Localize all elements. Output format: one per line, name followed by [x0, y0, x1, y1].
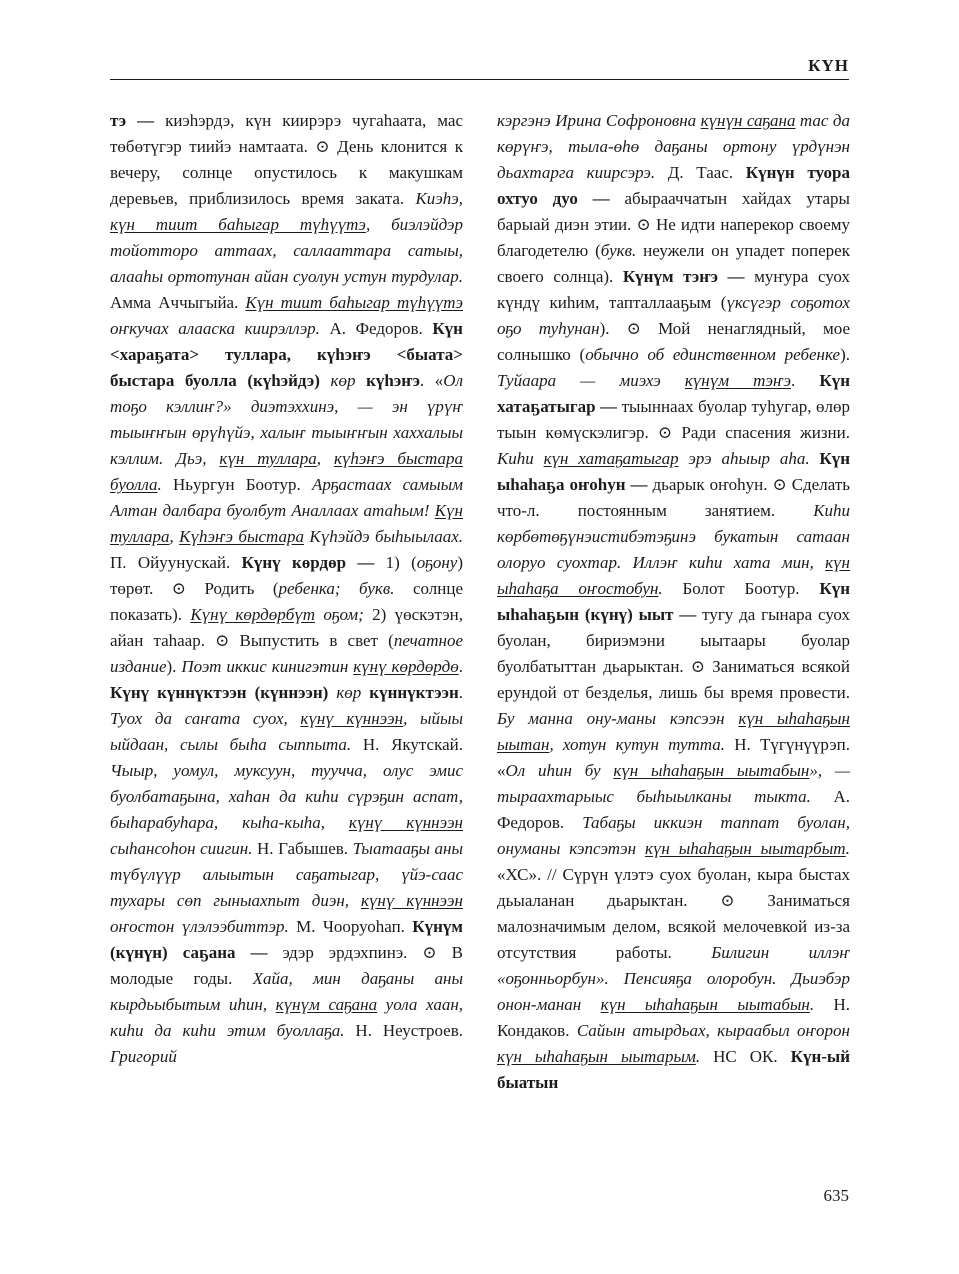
text-run: ребенка; букв.	[278, 579, 395, 598]
text-run: күн ыһаһаҕын ыытабын	[600, 995, 810, 1014]
text-run: М. Чооруоһап.	[288, 917, 413, 936]
text-run: Сайын атырдьах, кыраабыл оҥорон	[576, 1021, 850, 1040]
text-run: киэһэрдэ, күн киирэрэ чугаһаата, мас төбөтүгэр тиийэ намтаата. ⊙ День клонится к вечеру, солнце опустилось к макушкам деревьев, приблизилось время заката.	[110, 111, 463, 208]
text-run: .	[658, 579, 663, 598]
text-run: кэргэнэ Ирина Софроновна	[497, 111, 701, 130]
text-run: А. Федоров.	[497, 787, 850, 832]
text-run: А. Федоров.	[319, 319, 433, 338]
header-rule	[110, 79, 849, 80]
text-run: Күнү көрдөр —	[241, 553, 375, 572]
text-run: , хотун кутун тутта.	[549, 735, 726, 754]
text-run: ,	[316, 449, 334, 468]
text-run: ). ⊙ Мой ненаглядный, мое солнышко (	[497, 319, 850, 364]
text-run: Ол тоҕо кэллиҥ?» диэтэххинэ, — эн үрүҥ тыыҥҥын өрүһүйэ, халыҥ тыыҥҥын хаххалыы кэллим. Дьэ,	[110, 371, 463, 468]
text-run: көр	[319, 371, 367, 390]
running-head: КҮН	[808, 56, 849, 75]
text-run: Күһэҥэ быстара	[179, 527, 305, 546]
text-run: күн тиит баһыгар түһүүтэ	[110, 215, 366, 234]
text-run: уола хаан, киһи да киһи этим буоллаҕа.	[110, 995, 463, 1040]
text-run: Болот Боотур.	[662, 579, 820, 598]
text-run: 1) (	[374, 553, 417, 572]
text-run: Табаҕы иккиэн таппат буолан, онуманы кэпсэтэн	[497, 813, 850, 858]
text-run: , ыйыы ыйдаан, сылы быһа сыппыта.	[110, 709, 463, 754]
text-run: Күн ыһаһаҕа оҥоһун —	[497, 449, 850, 494]
text-run: оҕом;	[315, 605, 364, 624]
text-run: .	[458, 683, 463, 702]
text-run: .	[791, 371, 820, 390]
text-run: күн туллара	[219, 449, 317, 468]
text-run: Н. Неустроев.	[344, 1021, 463, 1040]
text-run: күнү күннээн	[348, 813, 463, 832]
text-run: солнце показать).	[110, 579, 463, 624]
text-run: неужели он упадет поперек своего солнца).	[497, 241, 850, 286]
text-run: күн ыһаһаҕын ыытабын	[613, 761, 810, 780]
text-run: Ол иһин бу	[505, 761, 614, 780]
text-run: күнү көрдөрдө	[353, 657, 459, 676]
text-run: Амма Аччыгыйа.	[110, 293, 246, 312]
right-column-text	[497, 108, 850, 1096]
left-column-text	[110, 108, 463, 1070]
text-run: тас да көрүҥэ, тыла-өһө даҕаны ортону үрдүнэн дьахтарга киирсэрэ.	[497, 111, 850, 182]
text-run: Бу манна ону-маны кэпсээн	[497, 709, 739, 728]
text-run: муҥура суох күндү киһим, тапталлааҕым (	[497, 267, 850, 312]
page-number: 635	[823, 1186, 849, 1205]
text-run: Д. Таас.	[655, 163, 746, 182]
text-run: Киһи	[497, 449, 544, 468]
text-run: , биэлэйдэр тойотторо аттаах, саллааттара сатыы, алааһы ортотунан айан суолун устун турдулар.	[110, 215, 463, 286]
text-run: НС ОК.	[700, 1047, 791, 1066]
text-run: күнүм саҕана	[275, 995, 378, 1014]
text-run: «ХС». // Сүрүн үлэтэ суох буолан, кыра быстах дьыаланан дьарыктан. ⊙ Заниматься малозначимым делом, всякой мелочевкой из-за отсутствия работы.	[497, 865, 850, 962]
text-run: күнү күннээн	[360, 891, 463, 910]
text-run: абырааччатын хайдах утары барыай диэн этии. ⊙ Не идти наперекор своему благодетелю (	[497, 189, 850, 260]
text-run: Күн-ый быатын	[497, 1047, 850, 1092]
text-run: Арҕастаах самыым Алтан далбара буолбут Аналлаах атаһым!	[110, 475, 463, 520]
dictionary-column-right	[497, 108, 850, 1174]
text-run: печатное издание	[110, 631, 463, 676]
text-run: П. Ойуунускай.	[110, 553, 242, 572]
text-run: күн ыһаһаҕын ыытарбыт	[644, 839, 846, 858]
text-run: Хайа, мин даҕаны аны кырдьыбытым иһин,	[110, 969, 463, 1014]
text-run: Н. Кондаков.	[497, 995, 850, 1040]
text-run: дьарык оҥоһун. ⊙ Сделать что-л. постоянным занятием.	[497, 475, 850, 520]
text-run: Поэт иккис кинигэтин	[181, 657, 354, 676]
text-run: эрэ аһыыр аһа.	[678, 449, 810, 468]
text-run: Н. Түгүнүүрэп. «	[497, 735, 850, 780]
text-run: күн ыһаһаҕын ыытан	[497, 709, 850, 754]
text-run: Күнүм (күнүн) саҕана —	[110, 917, 463, 962]
text-run: күнүн саҕана	[700, 111, 796, 130]
text-run: оҕону	[416, 553, 458, 572]
text-run: ,	[169, 527, 180, 546]
text-run: күн ыһаһаҕа оҥостобун	[497, 553, 850, 598]
text-run: .	[845, 839, 850, 858]
text-run: Күн <хараҕата> туллара, күһэҥэ <быата> быстара буолла (күһэйдэ)	[110, 319, 463, 390]
text-run: букв.	[600, 241, 637, 260]
text-run: Күн ыһаһаҕын (күнү) ыыт —	[497, 579, 850, 624]
text-run: күн хатаҕатыгар	[543, 449, 679, 468]
text-run: күнүм тэҥэ	[684, 371, 792, 390]
text-run: күһэҥэ быстара буолла	[110, 449, 463, 494]
text-run: .	[157, 475, 162, 494]
text-run: тэ —	[110, 111, 155, 130]
text-run: Туйаара — миэхэ	[497, 371, 685, 390]
text-run: », — тыраахтарыыс быһыылканы тыкта.	[497, 761, 850, 806]
text-run: үксүгэр соҕотох оҕо туһунан	[497, 293, 850, 338]
text-run: Туох да саҥата суох,	[110, 709, 301, 728]
text-run: Григорий	[110, 1047, 177, 1066]
text-run: Н. Якутскай.	[351, 735, 463, 754]
text-run: ).	[840, 345, 850, 364]
text-run: Күн тиит баһыгар түһүүтэ	[245, 293, 463, 312]
text-run: күн ыһаһаҕын ыытарым	[497, 1047, 696, 1066]
text-run: күннүктээн	[369, 683, 459, 702]
text-run: сыһансоһон сиигин.	[110, 839, 253, 858]
text-run: Күнүм тэҥэ —	[622, 267, 745, 286]
text-run: .	[458, 657, 463, 676]
text-run: . «	[419, 371, 444, 390]
text-run: оҥкучах алааска киирэллэр.	[110, 319, 320, 338]
text-run: Күн туллара	[110, 501, 463, 546]
text-run: Күн хатаҕатыгар —	[497, 371, 850, 416]
text-run: .	[809, 995, 815, 1014]
text-run: Чыыр, уомул, муксуун, туучча, олус эмис буолбатаҕына, хаһан да киһи сүрэҕин аспат, быһарабуһара, кыһа-кыһа,	[110, 761, 463, 832]
text-run: ).	[166, 657, 182, 676]
text-run: .	[695, 1047, 701, 1066]
text-run: Н. Габышев.	[252, 839, 353, 858]
text-run: Тыатааҕы аны түбүлүүр алыытын саҕатыгар, үйэ-саас тухары сөп гыныахпыт диэн,	[110, 839, 463, 910]
text-run: Ньургун Боотур.	[161, 475, 312, 494]
text-run: 2) үөскэтэн, айан таһаар. ⊙ Выпустить в свет (	[110, 605, 463, 650]
text-run: тугу да гынара суох буолан, бириэмэни ыытаары буолар буолбатыттан дьарыктан. ⊙ Заниматься всякой ерундой от безделья, лишь бы время провести.	[497, 605, 850, 702]
text-run: Күһэйдэ быһыылаах.	[304, 527, 463, 546]
dictionary-column-left	[110, 108, 463, 1174]
text-run: күнү күннээн	[300, 709, 404, 728]
text-run: Билигин иллэҥ «оҕонньорбун». Пенсияҕа олоробун. Дьиэбэр онон-манан	[497, 943, 850, 1014]
text-run: обычно об единственном ребенке	[585, 345, 841, 364]
text-run	[810, 449, 820, 468]
text-run: тыыннаах буолар туһугар, өлөр тыын көмүскэлигэр. ⊙ Ради спасения жизни.	[497, 397, 850, 442]
text-run: көр	[328, 683, 370, 702]
text-run: оҥостон үлэлээбиттэр.	[110, 917, 289, 936]
text-run: Киһи көрбөтөҕүнэистибэтэҕинэ букатын сатаан олоруо суохтар. Иллэҥ киһи хата мин,	[497, 501, 850, 572]
text-run: күһэҥэ	[366, 371, 420, 390]
text-run: ) төрөт. ⊙ Родить (	[110, 553, 463, 598]
text-run: Күнүн туора охтуо дуо —	[497, 163, 850, 208]
text-run: эдэр эрдэхпинэ. ⊙ В молодые годы.	[110, 943, 463, 988]
text-run: Күнү көрдөрбүт	[190, 605, 316, 624]
text-run: Күнү күннүктээн (күннээн)	[110, 683, 329, 702]
text-run: Киэһэ,	[415, 189, 463, 208]
